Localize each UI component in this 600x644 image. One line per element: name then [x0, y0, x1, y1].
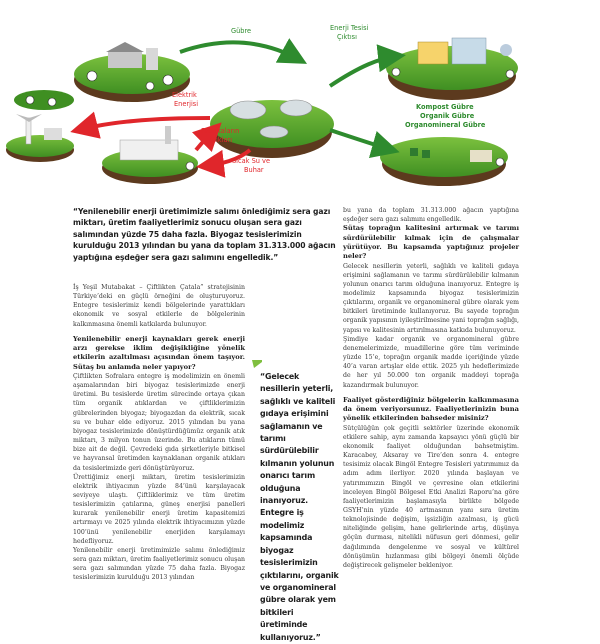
- compost-arrow: [330, 130, 392, 150]
- quote-accent-icon: [252, 360, 262, 368]
- label-energy-facility: Enerji Tesisi: [330, 24, 369, 32]
- label-waste: Atıkları: [209, 136, 233, 144]
- intro-paragraph: İş Yeşil Mutabakat – Çiftlikten Çatala” stratejisinin Türkiye’deki en güçlü örneğini de oluşturuyoruz. Entegre tesislerimiz kendi bölgelerinde yarattıkları ekonomik ve sosyal etkilerle de bölgelerinin kalkınmasına önemli katkılarda bulunuyor.: [73, 284, 245, 328]
- label-organomineral: Organomineral Gübre: [405, 121, 486, 129]
- label-electricity: Elektrik: [172, 91, 197, 99]
- biogas-cycle-illustration: [0, 0, 600, 198]
- question-soil: Sütaş toprağın kalitesini artırmak ve tarımı sürdürülebilir kılmak için de çalışmalar yürütüyor. Bu kapsamda yaptığınız projeler neler?: [343, 224, 519, 261]
- electricity-arrow: [78, 118, 210, 130]
- left-cows-island: [14, 90, 74, 110]
- label-factories: Fabrikaların: [201, 127, 240, 135]
- gubre-arrow: [180, 42, 300, 60]
- label-energy: Enerjisi: [174, 100, 199, 108]
- label-organic: Organik Gübre: [420, 112, 475, 120]
- label-hot-water: Sıcak Su ve: [232, 157, 271, 165]
- factory-island: [102, 126, 198, 184]
- soil-paragraph-2: Şimdiye kadar organik ve organomineral gübre denemelerimizde, muadillerine göre tüm veriminde yüzde 15’e, toprağın organik madde içeriğinde yüzde 40’a varan artışlar elde ettik. 2025 yılı hedeflerimizde de her yıl 50.000 ton organik maddeyi toprağa kazandırmak bulunuyor.: [343, 335, 519, 389]
- pull-quote: “Gelecek nesillerin yeterli, sağlıklı ve kaliteli gıdaya erişimini sağlamanın ve tarımı sürdürülebilir kılmanın yolunun onarıcı tarım olduğuna inanıyoruz. Entegre iş modelimiz kapsamında biyogaz tesislerimizin çıktılarını, organik ve organomineral gübre olarak yem bitkileri üretiminde kullanıyoruz.”: [260, 372, 339, 642]
- answer-paragraph-2: Ürettiğimiz enerji miktarı, üretim tesislerimizin elektrik ihtiyacının yüzde 84’ünü karşılayacak seviyeye ulaştı. Çiftliklerimiz ve tüm üretim tesislerimizin çatılarına, güneş enerjisi panelleri kurarak yenilenebilir enerji üretim kapasitemizi artırmayı ve 2025 yılında elektrik ihtiyacımızın yüzde 100’ünü yenilenebilir enerjiden karşılamayı hedefliyoruz.: [73, 473, 245, 545]
- compost-island: [380, 137, 508, 186]
- power-island: [6, 114, 74, 162]
- label-gubre: Gübre: [231, 27, 252, 35]
- lead-quote: “Yenilenebilir enerji üretimimizle salımı önlediğimiz sera gazı miktarı, üretim faaliyetlerimiz sonucu oluşan sera gazı salımından yüzde 75 daha fazla. Biyogaz tesislerimizin kurulduğu 2013 yılından bu yana da toplam 31.313.000 ağacın yaptığına eşdeğer sera gazı salımını engelledik.”: [73, 207, 336, 262]
- answer-paragraph-1: Çiftlikten Sofralara entegre iş modelimizin en önemli aşamalarından biri biyogaz tesislerimizde enerji üretimi. Bu tesislerde üretim sürecinde ortaya çıkan tüm organik atıklardan ve çiftliklerimizin gübrelerinden biyogaz; biyogazdan da elektrik, sıcak su ve buhar elde ediyoruz. 2015 yılından bu yana biyogaz tesislerimizde dönüştürdüğümüz organik atık miktarı, 3 milyon tonun üzerinde. Bu atıkların tümü bize ait de değil. Çevredeki gıda şirketleriyle bitkisel ve hayvansal üretimden kaynaklanan organik atıkları da tesislerimizde geri dönüştürüyoruz.: [73, 372, 245, 472]
- answer-paragraph-3: Yenilenebilir enerji üretimimizle salımı önlediğimiz sera gazı miktarı, üretim faaliyetlerimiz sonucu oluşan sera gazı salımından yüzde 75 daha fazla. Biyogaz tesislerimizin kurulduğu 2013 yılından: [73, 546, 245, 582]
- label-compost: Kompost Gübre: [416, 103, 474, 111]
- label-steam: Buhar: [244, 166, 264, 174]
- region-paragraph: Sütçülüğün çok geçitli sektörler üzerinde ekonomik etkilere sahip, aynı zamanda kapsayıcı yönü güçlü bir ekonomik faaliyet olduğundan bahsetmiştim. Karacabey, Aksaray ve Tire’den sonra 4. entegre tesisimiz olacak Bingöl Entegre Tesisleri yatırımımız da adım adım ilerliyor. 2020 yılında başlayan ve yatırımımızın Bingöl ve çevresine olan etkilerini inceleyen Bingöl Bölgesel Etki Analizi Raporu’na göre faaliyetlerimizin başlamasıyla birlikte bölgede GSYH’nin yüzde 40 artmasının yanı sıra üretim teknolojisinde değişim, işsizliğin azalması, iş gücü niteliğinde gelişim, hane gelirlerinde artış, düşünya göçün durması, nitelikli nüfusun geri dönmesi, gelir dağılımında dengelenme ve sosyal ve kültürel dönüşümün hızlanması gibi bölgeyi önemli ölçüde değiştirecek gelişmeler bekleniyor.: [343, 424, 519, 569]
- right-column: [343, 206, 519, 570]
- soil-paragraph-1: Gelecek nesillerin yeterli, sağlıklı ve kaliteli gıdaya erişimini sağlamanın ve tarımı sürdürülebilir kılmanın yolunun onarıcı tarım olduğuna inanıyoruz. Entegre iş modelimiz kapsamında biyogaz tesislerimizin çıktılarını, organik ve organomineral gübre olarak yem bitkileri üretiminde kullanıyoruz. Bu sayede toprağın organik yapısının iyileştirilmesine yani toprağın sağlığı, yapısı ve kalitesinin artırılmasına katkıda bulunuyoruz.: [343, 262, 519, 334]
- continued-paragraph: bu yana da toplam 31.313.000 ağacın yaptığına eşdeğer sera gazı salımını engelledik.: [343, 207, 519, 224]
- label-output: Çıktısı: [337, 33, 357, 41]
- question-renewable: Yenilenebilir enerji kaynakları gerek enerji arzı gerekse iklim değişikliğine yönelik etkilerin azaltılması açısından önem taşıyor. Sütaş bu anlamda neler yapıyor?: [73, 334, 245, 371]
- energy-facility-island: [386, 38, 518, 100]
- left-column: [73, 283, 245, 583]
- question-region: Faaliyet gösterdiğiniz bölgelerin kalkınmasına da önem veriyorsunuz. Faaliyetlerinizin buna yönelik etkilerinden bahseder misiniz?: [343, 395, 519, 423]
